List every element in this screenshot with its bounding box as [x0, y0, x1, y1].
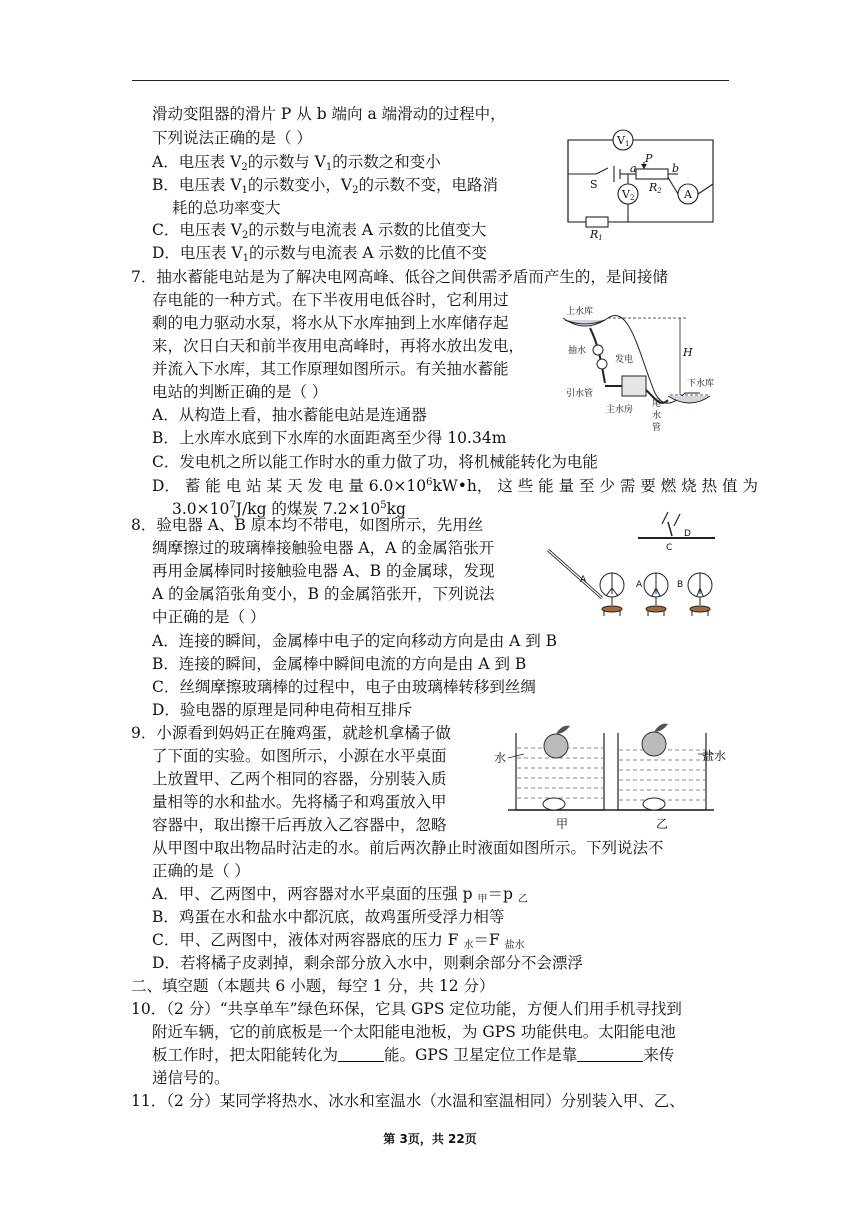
q7-option-b: B．上水库水底到下水库的水面距离至少得 10.34m [152, 429, 507, 447]
q9-option-b: B．鸡蛋在水和盐水中都沉底，故鸡蛋所受浮力相等 [152, 908, 505, 926]
q7-fig-h: H [683, 346, 693, 359]
q9-line: 容器中，取出擦干后再放入乙容器中，忽略 [152, 816, 447, 834]
q6-fig-a: A [684, 188, 692, 201]
q9-option-d: D．若将橘子皮剥掉，剩余部分放入水中，则剩余部分不会漂浮 [152, 954, 583, 972]
q8-line: 绸摩擦过的玻璃棒接触验电器 A，A 的金属箔张开 [152, 539, 495, 557]
q7-option-d-cont: $3.0\times 10^7J/kg$ 的煤炭 $7.2\times 10^5kg$ [172, 500, 406, 518]
q7-option-c: C．发电机之所以能工作时水的重力做了功，将机械能转化为电能 [152, 453, 598, 471]
q8-option-a: A．连接的瞬间，金属棒中电子的定向移动方向是由 A 到 B [152, 632, 558, 650]
q6-fig-v2: V2 [622, 188, 635, 202]
q7-fig-lower: 下水库 [687, 379, 715, 389]
q8-line: 8．验电器 A、B 原本均不带电，如图所示，先用丝 [131, 516, 484, 534]
q10-line: 递信号的。 [152, 1069, 230, 1087]
q9-containers-diagram [494, 718, 730, 834]
q8-option-d: D．验电器的原理是同种电荷相互排斥 [152, 701, 413, 719]
q7-fig-intake: 引水管 [566, 389, 594, 399]
q6-fig-r1: R1 [590, 228, 603, 242]
q9-line: 从甲图中取出物品时沾走的水。前后两次静止时液面如图所示。下列说法不 [152, 839, 664, 857]
q8-electroscope-diagram [540, 510, 730, 620]
q9-fig-brine: 盐水 [702, 749, 727, 763]
section-2-heading: 二、填空题（本题共 6 小题，每空 1 分，共 12 分） [131, 977, 495, 995]
q7-fig-tail: 水 [652, 411, 662, 421]
page-footer: 第 3页，共 22页 [383, 1132, 477, 1146]
q6-fig-b-end: b [672, 162, 680, 175]
q6-fig-v1: V1 [617, 134, 630, 148]
q9-fig-water: 水 [494, 751, 507, 765]
q7-line: 电站的判断正确的是（ ） [152, 383, 328, 401]
header-rule [132, 80, 729, 81]
q7-fig-pump: 抽水 [568, 346, 587, 356]
q6-fig-p: P [645, 152, 653, 165]
q6-fig-a-end: a [630, 162, 637, 175]
q7-line: 并流入下水库，其工作原理如图所示。有关抽水蓄能 [152, 360, 509, 378]
q8-option-c: C．丝绸摩擦玻璃棒的过程中，电子由玻璃棒转移到丝绸 [152, 678, 536, 696]
q8-fig-label: C [666, 543, 673, 553]
q6-option-a: A．电压表 $V_2$的示数与 $V_1$的示数之和变小 [152, 153, 441, 173]
answer-blank[interactable] [577, 1048, 643, 1062]
q6-circuit-diagram [556, 122, 726, 242]
q6-fig-s: S [590, 178, 598, 191]
q8-line: 再用金属棒同时接触验电器 A、B 的金属球，发现 [152, 562, 495, 580]
q8-fig-label: B [677, 580, 684, 590]
q9-line: 了下面的实验。如图所示，小源在水平桌面 [152, 747, 447, 765]
q7-line: 剩的电力驱动水泵，将水从下水库抽到上水库储存起 [152, 314, 509, 332]
q8-fig-label: A [580, 575, 587, 585]
q9-fig-yi: 乙 [656, 817, 669, 831]
q6-fig-r2: R2 [649, 181, 662, 195]
q7-option-d: D． 蓄 能 电 站 某 天 发 电 量 $6.0\times 10^6kW•h$， 这 些 能 量 至 少 需 要 燃 烧 热 值 为 [152, 477, 758, 495]
q9-option-c: C．甲、乙两图中，液体对两容器底的压力 F $_水$＝F $_{盐水}$ [152, 931, 525, 951]
q7-fig-tail: 尾 [652, 399, 662, 409]
q9-line: 量相等的水和盐水。先将橘子和鸡蛋放入甲 [152, 793, 447, 811]
q7-option-a: A．从构造上看，抽水蓄能电站是连通器 [152, 406, 427, 424]
q8-line: 中正确的是（ ） [152, 608, 266, 626]
q10-line: 附近车辆，它的前底板是一个太阳能电池板，为 GPS 功能供电。太阳能电池 [152, 1023, 676, 1041]
q8-option-b: B．连接的瞬间，金属棒中瞬间电流的方向是由 A 到 B [152, 655, 527, 673]
q6-option-b-cont: 耗的总功率变大 [172, 199, 281, 217]
q7-fig-gen: 发电 [615, 355, 634, 365]
q7-line: 来，次日白天和前半夜用电高峰时，再将水放出发电， [152, 337, 525, 355]
q8-fig-label: A [636, 580, 643, 590]
q6-line: 滑动变阻器的滑片 P 从 b 端向 a 端滑动的过程中， [152, 105, 506, 123]
q7-fig-tail: 管 [652, 423, 662, 433]
q7-line: 存电能的一种方式。在下半夜用电低谷时，它利用过 [152, 291, 509, 309]
q9-fig-jia: 甲 [556, 817, 569, 831]
q6-option-c: C．电压表 $V_2$的示数与电流表 A 示数的比值变大 [152, 221, 487, 241]
q9-line: 正确的是（ ） [152, 862, 250, 880]
q7-line: 7．抽水蓄能电站是为了解决电网高峰、低谷之间供需矛盾而产生的，是间接储 [131, 268, 668, 286]
q7-fig-upper: 上水库 [566, 307, 594, 317]
q10-line: 10．（2 分）“共享单车”绿色环保，它具 GPS 定位功能，方便人们用手机寻找到 [131, 1000, 682, 1018]
q8-line: A 的金属箔张角变小，B 的金属箔张开，下列说法 [152, 585, 495, 603]
q6-option-b: B．电压表 $V_1$的示数变小，$V_2$的示数不变，电路消 [152, 176, 498, 196]
q8-fig-label: D [684, 529, 691, 539]
q9-option-a: A．甲、乙两图中，两容器对水平桌面的压强 p $_甲$＝p $_乙$ [152, 885, 528, 905]
q10-line: 板工作时，把太阳能转化为 能。GPS 卫星定位工作是靠 来传 [152, 1046, 675, 1064]
q11-line: 11．（2 分）某同学将热水、冰水和室温水（水温和室温相同）分别装入甲、乙、 [131, 1092, 685, 1110]
q6-option-d: D．电压表 $V_1$的示数与电流表 A 示数的比值不变 [152, 244, 487, 264]
q9-line: 9．小源看到妈妈正在腌鸡蛋，就趁机拿橘子做 [131, 724, 451, 742]
q6-line: 下列说法正确的是（ ） [152, 129, 312, 147]
q7-fig-house: 主水房 [606, 405, 634, 415]
q7-pumped-storage-diagram [560, 298, 730, 438]
q9-line: 上放置甲、乙两个相同的容器，分别装入质 [152, 770, 447, 788]
answer-blank[interactable] [338, 1048, 384, 1062]
